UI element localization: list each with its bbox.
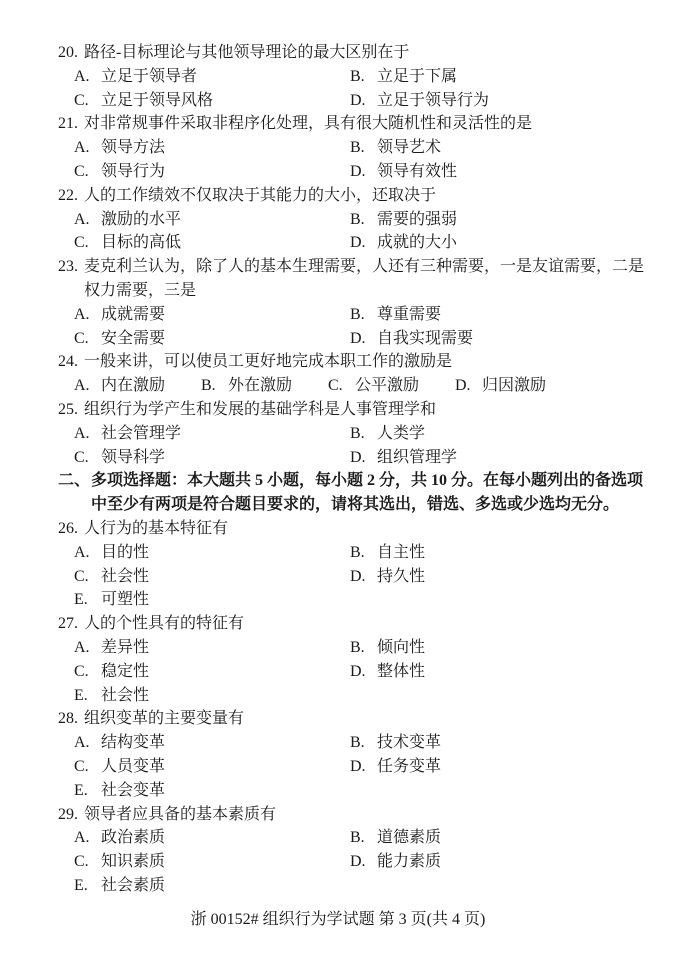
option-letter: C. xyxy=(74,448,89,466)
option-c xyxy=(74,89,350,113)
question-29 xyxy=(58,803,646,898)
question-text: 人的个性具有的特征有 xyxy=(84,615,245,633)
option-letter: C. xyxy=(74,853,89,871)
option-letter: A. xyxy=(74,543,90,561)
option-text: 安全需要 xyxy=(101,329,166,347)
option-text: 领导艺术 xyxy=(377,139,442,157)
options xyxy=(58,303,646,351)
options xyxy=(58,731,646,802)
option-letter: C. xyxy=(74,91,89,109)
option-c xyxy=(74,231,350,255)
option-text: 社会性 xyxy=(101,567,150,585)
option-text: 持久性 xyxy=(377,567,426,585)
option-text: 社会管理学 xyxy=(101,424,182,442)
option-text: 立足于领导者 xyxy=(101,67,198,85)
option-letter: C. xyxy=(74,162,89,180)
option-e xyxy=(74,779,350,803)
option-text: 领导科学 xyxy=(101,448,166,466)
option-letter: D. xyxy=(350,567,366,585)
question-21 xyxy=(58,112,646,183)
question-23 xyxy=(58,255,646,350)
option-letter: B. xyxy=(350,829,365,847)
option-b xyxy=(350,636,425,660)
option-text: 人员变革 xyxy=(101,757,166,775)
option-text: 领导方法 xyxy=(101,139,166,157)
option-text: 社会素质 xyxy=(101,876,166,894)
option-letter: C. xyxy=(74,757,89,775)
option-text: 稳定性 xyxy=(101,662,150,680)
option-letter: A. xyxy=(74,210,90,228)
option-a xyxy=(74,374,201,398)
option-letter: D. xyxy=(455,377,471,395)
question-27 xyxy=(58,612,646,707)
option-e xyxy=(74,874,350,898)
option-text: 立足于领导行为 xyxy=(377,91,490,109)
option-d xyxy=(350,660,425,684)
option-letter: A. xyxy=(74,829,90,847)
option-c xyxy=(74,160,350,184)
option-text: 可塑性 xyxy=(101,591,150,609)
section-heading xyxy=(58,469,646,517)
option-a xyxy=(74,136,350,160)
option-text: 整体性 xyxy=(377,662,426,680)
option-d xyxy=(350,446,457,470)
question-text: 人行为的基本特征有 xyxy=(84,519,229,537)
option-letter: B. xyxy=(350,638,365,656)
question-22 xyxy=(58,184,646,255)
options xyxy=(58,422,646,470)
option-text: 道德素质 xyxy=(377,829,442,847)
option-text: 社会性 xyxy=(101,686,150,704)
option-letter: B. xyxy=(350,424,365,442)
option-text: 内在激励 xyxy=(101,377,166,395)
question-number: 27. xyxy=(58,615,78,633)
option-d xyxy=(455,374,546,398)
option-text: 尊重需要 xyxy=(377,305,442,323)
option-b xyxy=(350,208,457,232)
question-number: 21. xyxy=(58,115,78,133)
option-c xyxy=(74,850,350,874)
option-d xyxy=(350,755,441,779)
section-text: 多项选择题：本大题共 5 小题，每小题 2 分，共 10 分。在每小题列出的备选项中至少有两项是符合题目要求的，请将其选出，错选、多选或少选均无分。 xyxy=(91,472,644,514)
option-c xyxy=(74,565,350,589)
option-letter: B. xyxy=(350,734,365,752)
options xyxy=(58,826,646,897)
option-letter: E. xyxy=(74,781,88,799)
option-text: 立足于下属 xyxy=(377,67,458,85)
option-letter: C. xyxy=(74,567,89,585)
option-letter: B. xyxy=(350,139,365,157)
question-25 xyxy=(58,398,646,469)
option-text: 自主性 xyxy=(377,543,426,561)
option-letter: D. xyxy=(350,853,366,871)
question-number: 29. xyxy=(58,805,78,823)
option-letter: A. xyxy=(74,638,90,656)
option-a xyxy=(74,826,350,850)
option-letter: B. xyxy=(350,67,365,85)
exam-content xyxy=(58,41,646,898)
question-text: 组织行为学产生和发展的基础学科是人事管理学和 xyxy=(84,400,437,418)
question-number: 23. xyxy=(58,258,78,276)
option-text: 技术变革 xyxy=(377,734,442,752)
option-d xyxy=(350,565,425,589)
option-d xyxy=(350,89,489,113)
question-28 xyxy=(58,707,646,802)
options xyxy=(58,65,646,113)
option-b xyxy=(350,65,457,89)
option-letter: D. xyxy=(350,162,366,180)
question-number: 24. xyxy=(58,353,78,371)
option-letter: A. xyxy=(74,67,90,85)
option-letter: D. xyxy=(350,329,366,347)
option-text: 人类学 xyxy=(377,424,426,442)
question-number: 28. xyxy=(58,710,78,728)
option-letter: D. xyxy=(350,448,366,466)
option-a xyxy=(74,731,350,755)
options xyxy=(58,541,646,612)
option-text: 任务变革 xyxy=(377,757,442,775)
option-text: 目的性 xyxy=(101,543,150,561)
option-letter: B. xyxy=(350,210,365,228)
option-b xyxy=(350,541,425,565)
option-d xyxy=(350,850,441,874)
question-text: 对非常规事件采取非程序化处理，具有很大随机性和灵活性的是 xyxy=(84,115,533,133)
option-text: 立足于领导风格 xyxy=(101,91,214,109)
option-letter: D. xyxy=(350,662,366,680)
option-text: 自我实现需要 xyxy=(377,329,474,347)
options xyxy=(58,136,646,184)
option-letter: A. xyxy=(74,734,90,752)
option-text: 成就需要 xyxy=(101,305,166,323)
option-c xyxy=(74,755,350,779)
option-letter: C. xyxy=(74,662,89,680)
option-text: 外在激励 xyxy=(228,377,293,395)
option-text: 组织管理学 xyxy=(377,448,458,466)
option-letter: A. xyxy=(74,305,90,323)
option-d xyxy=(350,231,457,255)
option-text: 政治素质 xyxy=(101,829,166,847)
option-a xyxy=(74,65,350,89)
option-b xyxy=(350,422,425,446)
option-a xyxy=(74,422,350,446)
option-letter: E. xyxy=(74,686,88,704)
option-c xyxy=(328,374,455,398)
question-text: 路径-目标理论与其他领导理论的最大区别在于 xyxy=(84,44,410,61)
question-number: 20. xyxy=(58,44,78,61)
option-text: 社会变革 xyxy=(101,781,166,799)
options xyxy=(58,208,646,256)
question-text: 组织变革的主要变量有 xyxy=(84,710,245,728)
option-text: 归因激励 xyxy=(482,377,547,395)
option-letter: C. xyxy=(74,234,89,252)
option-letter: D. xyxy=(350,91,366,109)
option-text: 公平激励 xyxy=(355,377,420,395)
option-a xyxy=(74,636,350,660)
option-c xyxy=(74,660,350,684)
question-text: 人的工作绩效不仅取决于其能力的大小，还取决于 xyxy=(84,186,437,204)
option-letter: D. xyxy=(350,234,366,252)
option-text: 领导行为 xyxy=(101,162,166,180)
page-footer: 浙 00152# 组织行为学试题 第 3 页(共 4 页) xyxy=(190,911,486,928)
question-text: 领导者应具备的基本素质有 xyxy=(84,805,277,823)
option-e xyxy=(74,588,350,612)
option-b xyxy=(350,731,441,755)
option-text: 激励的水平 xyxy=(101,210,182,228)
option-d xyxy=(350,160,457,184)
option-letter: A. xyxy=(74,139,90,157)
option-letter: A. xyxy=(74,377,90,395)
option-text: 目标的高低 xyxy=(101,234,182,252)
option-d xyxy=(350,327,473,351)
options xyxy=(58,636,646,707)
option-a xyxy=(74,541,350,565)
option-c xyxy=(74,446,350,470)
option-b xyxy=(350,136,441,160)
option-a xyxy=(74,303,350,327)
option-letter: B. xyxy=(350,305,365,323)
option-letter: B. xyxy=(350,543,365,561)
question-text: 一般来讲，可以使员工更好地完成本职工作的激励是 xyxy=(84,353,453,371)
question-20 xyxy=(58,41,646,112)
option-c xyxy=(74,327,350,351)
option-text: 结构变革 xyxy=(101,734,166,752)
question-number: 22. xyxy=(58,186,78,204)
option-letter: E. xyxy=(74,876,88,894)
question-26 xyxy=(58,517,646,612)
option-letter: C. xyxy=(74,329,89,347)
option-text: 需要的强弱 xyxy=(377,210,458,228)
option-text: 知识素质 xyxy=(101,853,166,871)
option-text: 成就的大小 xyxy=(377,234,458,252)
option-letter: C. xyxy=(328,377,343,395)
question-24 xyxy=(58,350,646,398)
option-b xyxy=(350,303,441,327)
option-text: 能力素质 xyxy=(377,853,442,871)
option-e xyxy=(74,684,350,708)
option-b xyxy=(201,374,328,398)
section-label: 二、 xyxy=(58,472,91,490)
option-letter: E. xyxy=(74,591,88,609)
question-number: 25. xyxy=(58,400,78,418)
option-text: 差异性 xyxy=(101,638,150,656)
option-letter: A. xyxy=(74,424,90,442)
question-number: 26. xyxy=(58,519,78,537)
option-text: 倾向性 xyxy=(377,638,426,656)
question-text: 麦克利兰认为，除了人的基本生理需要，人还有三种需要，一是友谊需要，二是权力需要，三是 xyxy=(84,258,645,299)
option-text: 领导有效性 xyxy=(377,162,458,180)
option-letter: D. xyxy=(350,757,366,775)
option-letter: B. xyxy=(201,377,216,395)
option-b xyxy=(350,826,441,850)
option-a xyxy=(74,208,350,232)
options xyxy=(58,374,646,398)
